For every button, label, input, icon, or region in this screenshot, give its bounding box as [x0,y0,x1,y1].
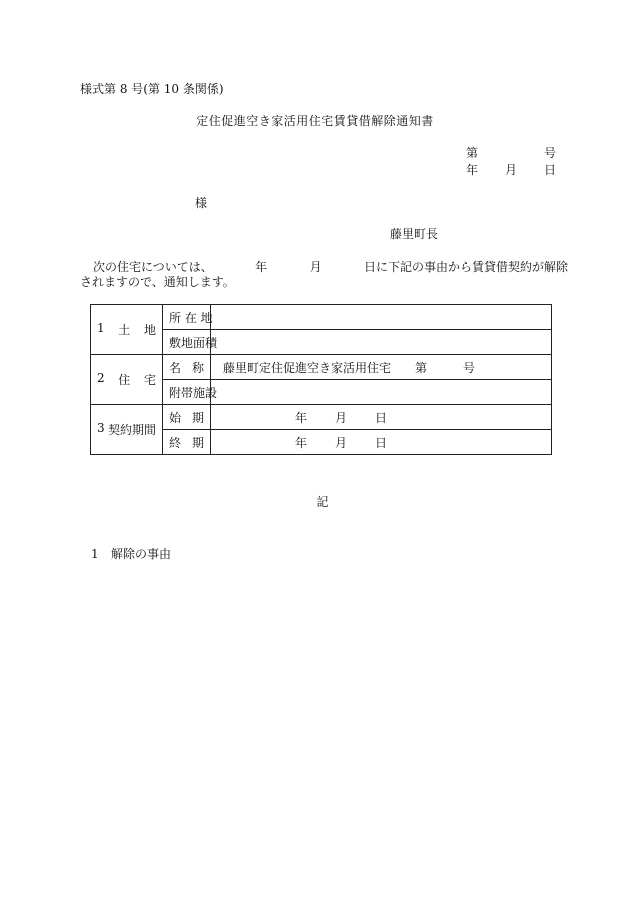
reason-num: 1 [91,547,99,561]
house-dai: 第 [415,360,428,375]
house-go: 号 [463,360,476,375]
table-row [91,405,552,430]
day-label: 日 [543,163,556,177]
land-label-b: 地 [143,323,156,337]
house-label-b: 宅 [143,373,156,387]
go-label: 号 [543,146,556,160]
issuer: 藤里町長 [390,227,439,241]
issue-date-line [466,161,556,178]
document-title: 定住促進空き家活用住宅賃貸借解除通知書 [196,114,434,128]
end-day: 日 [375,435,388,450]
location-label: 所 在 地 [163,305,211,330]
end-date-value [211,430,552,455]
reason-text: 解除の事由 [111,547,172,561]
start-label-a: 始 [169,410,182,425]
body-month: 月 [309,260,322,274]
period-num: 3 [97,421,105,435]
end-label-b: 期 [191,435,204,450]
reference-number-line [466,144,556,161]
house-label-a: 住 [118,373,131,387]
location-value [211,305,552,330]
house-name: 藤里町定住促進空き家活用住宅 [223,360,392,375]
form-number: 様式第 8 号(第 10 条関係) [80,82,224,96]
details-table [90,304,552,455]
area-label: 敷地面積 [163,330,211,355]
period-label: 契約期間 [107,423,156,437]
facilities-value [211,380,552,405]
end-month: 月 [335,435,348,450]
land-label-a: 土 [118,323,131,337]
table-row [91,305,552,330]
start-year: 年 [295,410,308,425]
house-num: 2 [97,371,105,385]
end-label-a: 終 [169,435,182,450]
land-num: 1 [97,321,105,335]
year-label: 年 [466,163,479,177]
addressee-sama: 様 [195,196,208,210]
start-month: 月 [335,410,348,425]
area-value [211,330,552,355]
name-label-b: 称 [191,360,204,375]
body-year: 年 [255,260,268,274]
house-name-value [211,355,552,380]
end-label [163,430,211,455]
period-category [91,405,163,455]
start-label [163,405,211,430]
body-end: 日に下記の事由から賃貸借契約が解除 [363,260,568,274]
name-label-a: 名 [169,360,182,375]
facilities-label: 附帯施設 [163,380,211,405]
dai-label: 第 [466,146,479,160]
start-day: 日 [375,410,388,425]
ki-heading: 記 [316,495,329,509]
body-line-2: されますので、通知します。 [80,275,235,289]
land-category [91,305,163,355]
end-year: 年 [295,435,308,450]
body-start: 次の住宅については、 [93,260,213,274]
start-date-value [211,405,552,430]
name-label [163,355,211,380]
table-row [91,355,552,380]
house-category [91,355,163,405]
start-label-b: 期 [191,410,204,425]
month-label: 月 [504,163,517,177]
reason-item [91,545,171,562]
